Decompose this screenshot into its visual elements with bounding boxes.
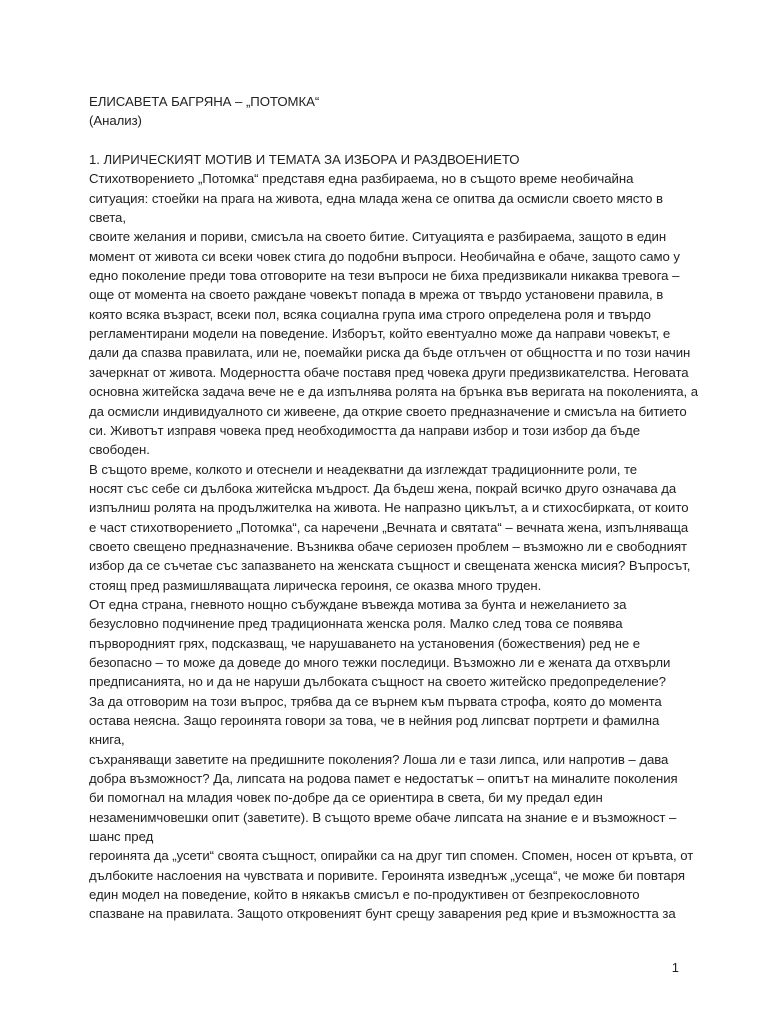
text-line: остава неясна. Защо героинята говори за това, че в нейния род липсват портрети и фамилна bbox=[89, 713, 660, 728]
text-line: си. Животът изправя човека пред необходимостта да направи избор и този избор да бъде bbox=[89, 422, 640, 438]
text-line: би помогнал на младия човек по-добре да се ориентира в света, би му предал един bbox=[89, 790, 603, 806]
text-line: дълбоките наслоения на чувствата и поривите. Героинята изведнъж „усеща“, че може би повтаря bbox=[89, 867, 685, 883]
text-line: която всяка възраст, всеки пол, всяка социална група има строго определена роля и твърдо bbox=[89, 306, 651, 322]
text-line: да осмисли индивидуалното си живеене, да открие своето предназначение и смисъла на битието bbox=[89, 403, 687, 419]
text-line: носят със себе си дълбока житейска мъдрост. Да бъдеш жена, покрай всичко друго означава да bbox=[89, 480, 677, 496]
text-line: добра възможност? Да, липсата на родова памет е недостатък – опитът на миналите поколения bbox=[89, 771, 678, 787]
text-line: регламентирани модели на поведение. Изборът, който евентуално може да направи човекът, е bbox=[89, 326, 671, 342]
blank-line bbox=[89, 131, 689, 150]
text-line: незаменимчовешки опит (заветите). В същото време обаче липсата на знание е и възможност – bbox=[89, 809, 677, 825]
text-line: В същото време, колкото и отеснели и неадекватни да изглеждат традиционните роли, те bbox=[89, 461, 638, 477]
text-line: своето свещено предназначение. Възниква обаче сериозен проблем – възможно ли е свободният bbox=[89, 538, 688, 554]
text-line: За да отговорим на този въпрос, трябва да се върнем към първата строфа, която до момента bbox=[89, 693, 662, 709]
text-line: безусловно подчинение пред традиционната женска роля. Малко след това се появява bbox=[89, 616, 623, 632]
text-line: От една страна, гневното нощно събуждане въвежда мотива за бунта и нежеланието за bbox=[89, 596, 627, 612]
document-title: ЕЛИСАВЕТА БАГРЯНА – „ПОТОМКА“ bbox=[89, 94, 320, 109]
text-line: спазване на правилата. Защото откровеният бунт срещу заварения ред крие и възможността за bbox=[89, 906, 676, 922]
text-line: шанс пред bbox=[89, 829, 154, 845]
paragraph-text bbox=[89, 169, 699, 923]
document-body bbox=[89, 92, 699, 924]
text-line: зачеркнат от живота. Модерността обаче поставя пред човека други предизвикателства. Неговата bbox=[89, 364, 689, 380]
text-line: момент от живота си всеки човек стига до подобни въпроси. Необичайна е обаче, защото само у bbox=[89, 248, 680, 264]
text-line: героинята да „усети“ своята същност, опирайки са на друг тип спомен. Спомен, носен от кръвта, от bbox=[89, 848, 694, 864]
text-line: своите желания и пориви, смисъла на своето битие. Ситуацията е разбираема, защото в един bbox=[89, 229, 667, 245]
text-line: основна житейска задача вече не е да изпълнява ролята на брънка във веригата на поколенията, а bbox=[89, 384, 699, 400]
text-line: света, bbox=[89, 210, 126, 226]
text-line: едно поколение преди това отговорите на тези въпроси не биха предизвикали никаква тревога – bbox=[89, 268, 680, 284]
text-line: първородният грях, подсказващ, че нарушаването на установения (божествения) ред не е bbox=[89, 635, 641, 651]
section-heading: 1. ЛИРИЧЕСКИЯТ МОТИВ И ТЕМАТА ЗА ИЗБОРА И РАЗДВОЕНИЕТО bbox=[89, 152, 520, 168]
text-line: един модел на поведение, който в някакъв смисъл е по-продуктивен от безпрекословното bbox=[89, 887, 640, 903]
page-number: 1 bbox=[671, 960, 679, 975]
text-line: още от момента на своето раждане човекът попада в мрежа от твърдо установени правила, в bbox=[89, 287, 664, 303]
text-line: Стихотворението „Потомка“ представя една разбираема, но в същото време необичайна bbox=[89, 171, 634, 187]
text-line: е част стихотворението „Потомка“, са наречени „Вечната и святата“ – вечната жена, изпълняваща bbox=[89, 519, 689, 535]
text-line: книга, bbox=[89, 732, 125, 748]
text-line: ситуация: стоейки на прага на живота, една млада жена се опитва да осмисли своето място в bbox=[89, 190, 663, 206]
text-line: съхраняващи заветите на предишните поколения? Лоша ли е тази липса, или напротив – дава bbox=[89, 751, 669, 767]
text-line: предписанията, но и да не наруши дълбоката същност на своето житейско предопределение? bbox=[89, 674, 666, 690]
text-line: дали да спазва правилата, или не, поемайки риска да бъде отлъчен от общността и по този начин bbox=[89, 345, 691, 361]
text-line: избор да се съчетае със запазването на женската същност и свещената женска мисия? Въпросът, bbox=[89, 558, 691, 574]
text-line: стоящ пред размишляващата лирическа героиня, се оказва много труден. bbox=[89, 577, 542, 593]
text-line: изпълниш ролята на продължителка на живота. Не напразно цикълът, а и стихосбирката, от които bbox=[89, 500, 689, 516]
document-subtitle: (Анализ) bbox=[89, 113, 142, 129]
text-line: свободен. bbox=[89, 442, 150, 458]
text-line: безопасно – то може да доведе до много тежки последици. Възможно ли е жената да отхвърли bbox=[89, 654, 671, 670]
